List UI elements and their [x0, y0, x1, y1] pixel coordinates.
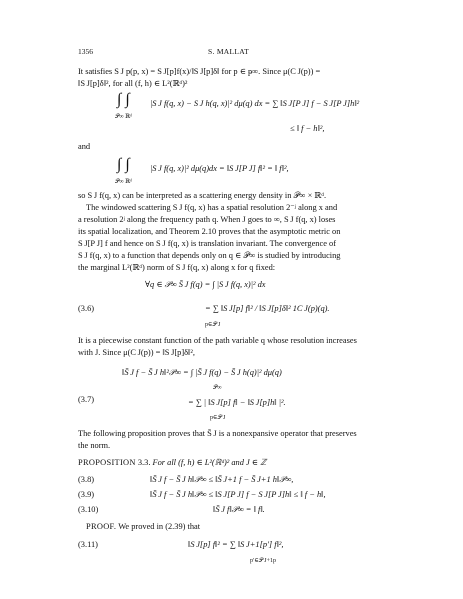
equation: ‖S̄ J f − S̄ J h‖𝒫∞ ≤ ‖S̄ J+1 f − S̄ J+1 h‖𝒫∞, — [150, 475, 294, 484]
equation-subscript: 𝒫∞ — [213, 385, 222, 391]
text-line: It satisfies S J p(p, x) = S J[p]f(x)/‖S J[p]δ‖ for p ∈ ᵽ∞. Since μ(C J(p)) = — [78, 67, 321, 76]
text-line: and — [78, 142, 91, 151]
equation-subscript: p∈𝒫 J — [210, 415, 226, 421]
equation: = ∑ ‖S J[p] f‖² / ‖S J[p]δ‖² 1C J(p)(q). — [205, 304, 330, 313]
proposition-heading: PROPOSITION — [78, 458, 136, 467]
text-line: the norm. — [78, 441, 111, 450]
equation: ‖S̄ J f − S̄ J h‖𝒫∞ ≤ ‖S J[P J] f − S J[P J]h‖ ≤ ‖ f − h‖, — [150, 490, 326, 499]
text-line: It is a piecewise constant function of the path variable q whose resolution increases — [78, 336, 357, 345]
equation: |S J f(q, x) − S J h(q, x)|² dμ(q) dx = ∑ ‖S J[P J] f − S J[P J]h‖² — [150, 99, 360, 108]
text-line: ‖S J[p]δ‖², for all (f, h) ∈ L²(ℝᵈ)² — [78, 79, 188, 88]
equation: |S J f(q, x)|² dμ(q)dx = ‖S J[P J] f‖² = ‖ f‖², — [150, 164, 289, 173]
double-integral-symbol: ∫ ∫ — [117, 91, 130, 108]
text-line: S J f(q, x) to a function that depends only on q ∈ 𝒫∞ is studied by introducing — [78, 251, 341, 260]
page-number: 1356 — [78, 47, 93, 56]
proposition-number: 3.3. — [137, 458, 151, 467]
equation: ‖S̄ J f‖𝒫∞ = ‖ f‖. — [213, 505, 265, 514]
equation: ‖S J[p] f‖² = ∑ ‖S J+1[p′] f‖², — [188, 540, 284, 549]
text-line: a resolution 2ʲ along the frequency path q. When J goes to ∞, S J f(q, x) loses — [78, 215, 336, 224]
equation-label: (3.11) — [78, 540, 98, 549]
running-head: S. MALLAT — [208, 47, 250, 56]
equation: ∀q ∈ 𝒫∞ S̄ J f(q) = ∫ |S J f(q, x)|² dx — [145, 280, 266, 289]
equation-subscript: 𝒫∞ ℝᵈ — [115, 179, 132, 185]
proof-heading: PROOF. — [86, 522, 117, 531]
equation: ≤ ‖ f − h‖², — [290, 124, 325, 133]
equation: ‖S̄ J f − S̄ J h‖²𝒫∞ = ∫ |S̄ J f(q) − S̄ J h(q)|² dμ(q) — [122, 368, 282, 377]
equation-subscript: 𝒫∞ ℝᵈ — [115, 114, 132, 120]
equation-label: (3.7) — [78, 395, 95, 404]
proposition-statement — [78, 459, 266, 467]
equation: = ∑ | ‖S J[p] f‖ − ‖S J[p]h‖ |². — [188, 398, 286, 407]
text-line: with J. Since μ(C J(p)) = ‖S J[p]δ‖², — [78, 348, 196, 357]
double-integral-symbol: ∫ ∫ — [117, 156, 130, 173]
proof-text: We proved in (2.39) that — [118, 522, 201, 531]
equation-subscript: p′∈𝒫 J+1p — [250, 558, 276, 564]
text-line: so S J f(q, x) can be interpreted as a scattering energy density in 𝒫∞ × ℝᵈ. — [78, 191, 327, 200]
text-line: its spatial localization, and Theorem 2.10 proves that the asymptotic metric on — [78, 227, 341, 236]
equation-subscript: p∈𝒫 J — [205, 322, 221, 328]
equation-label: (3.9) — [78, 490, 95, 499]
text-line: the marginal L²(ℝᵈ) norm of S J f(q, x) along x for q fixed: — [78, 263, 276, 272]
equation-label: (3.6) — [78, 304, 95, 313]
proof-statement — [86, 523, 200, 531]
equation-label: (3.10) — [78, 505, 99, 514]
proposition-text: For all (f, h) ∈ L²(ℝᵈ)² and J ∈ ℤ — [152, 458, 267, 467]
equation-label: (3.8) — [78, 475, 95, 484]
text-line: The windowed scattering S J f(q, x) has a spatial resolution 2⁻ʲ along x and — [86, 203, 338, 212]
text-line: The following proposition proves that S̄ J is a nonexpansive operator that preserves — [78, 429, 357, 438]
text-line: S J[P J] f and hence on S J f(q, x) is translation invariant. The convergence of — [78, 239, 337, 248]
